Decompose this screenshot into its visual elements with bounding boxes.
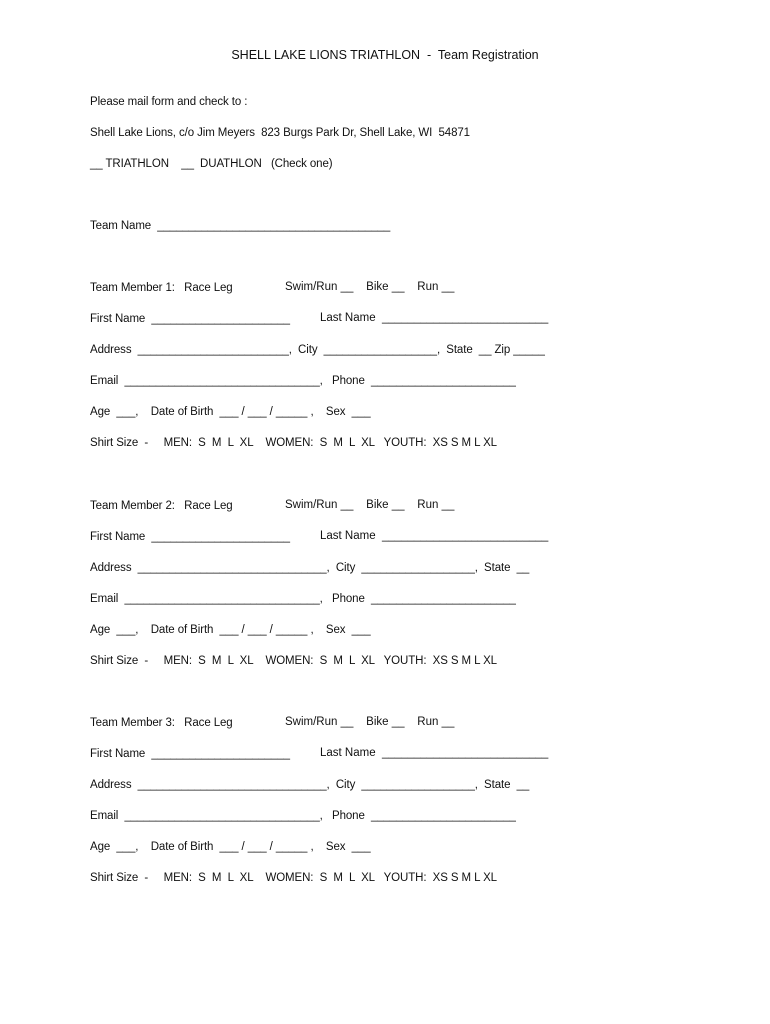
last-name-field: Last Name __________________________ <box>320 747 549 759</box>
race-leg-label: Team Member 1: Race Leg <box>90 282 233 294</box>
email-phone-field: Email _______________________________, Phone _______________________ <box>90 810 516 822</box>
shirt-size-field: Shirt Size - MEN: S M L XL WOMEN: S M L XL YOUTH: XS S M L XL <box>90 872 497 884</box>
shirt-size-field: Shirt Size - MEN: S M L XL WOMEN: S M L XL YOUTH: XS S M L XL <box>90 437 497 449</box>
last-name-field: Last Name __________________________ <box>320 312 549 324</box>
team-name-field: Team Name _____________________________________ <box>90 220 391 232</box>
shirt-size-field: Shirt Size - MEN: S M L XL WOMEN: S M L XL YOUTH: XS S M L XL <box>90 655 497 667</box>
last-name-field: Last Name __________________________ <box>320 530 549 542</box>
mail-address: Shell Lake Lions, c/o Jim Meyers 823 Burgs Park Dr, Shell Lake, WI 54871 <box>90 127 470 139</box>
page-title: SHELL LAKE LIONS TRIATHLON - Team Registration <box>231 48 539 62</box>
age-dob-sex-field: Age ___, Date of Birth ___ / ___ / _____ , Sex ___ <box>90 406 371 418</box>
race-leg-options: Swim/Run __ Bike __ Run __ <box>285 499 455 511</box>
first-name-field: First Name ______________________ <box>90 748 290 760</box>
event-choice: __ TRIATHLON __ DUATHLON (Check one) <box>90 158 333 170</box>
race-leg-options: Swim/Run __ Bike __ Run __ <box>285 716 455 728</box>
email-phone-field: Email _______________________________, Phone _______________________ <box>90 593 516 605</box>
race-leg-label: Team Member 3: Race Leg <box>90 717 233 729</box>
race-leg-label: Team Member 2: Race Leg <box>90 500 233 512</box>
address-field: Address ______________________________, City __________________, State __ <box>90 562 530 574</box>
first-name-field: First Name ______________________ <box>90 313 290 325</box>
address-field: Address ______________________________, City __________________, State __ <box>90 779 530 791</box>
email-phone-field: Email _______________________________, Phone _______________________ <box>90 375 516 387</box>
mail-instruction: Please mail form and check to : <box>90 96 248 108</box>
race-leg-options: Swim/Run __ Bike __ Run __ <box>285 281 455 293</box>
first-name-field: First Name ______________________ <box>90 531 290 543</box>
address-field: Address ________________________, City __________________, State __ Zip _____ <box>90 344 545 356</box>
age-dob-sex-field: Age ___, Date of Birth ___ / ___ / _____ , Sex ___ <box>90 624 371 636</box>
age-dob-sex-field: Age ___, Date of Birth ___ / ___ / _____ , Sex ___ <box>90 841 371 853</box>
